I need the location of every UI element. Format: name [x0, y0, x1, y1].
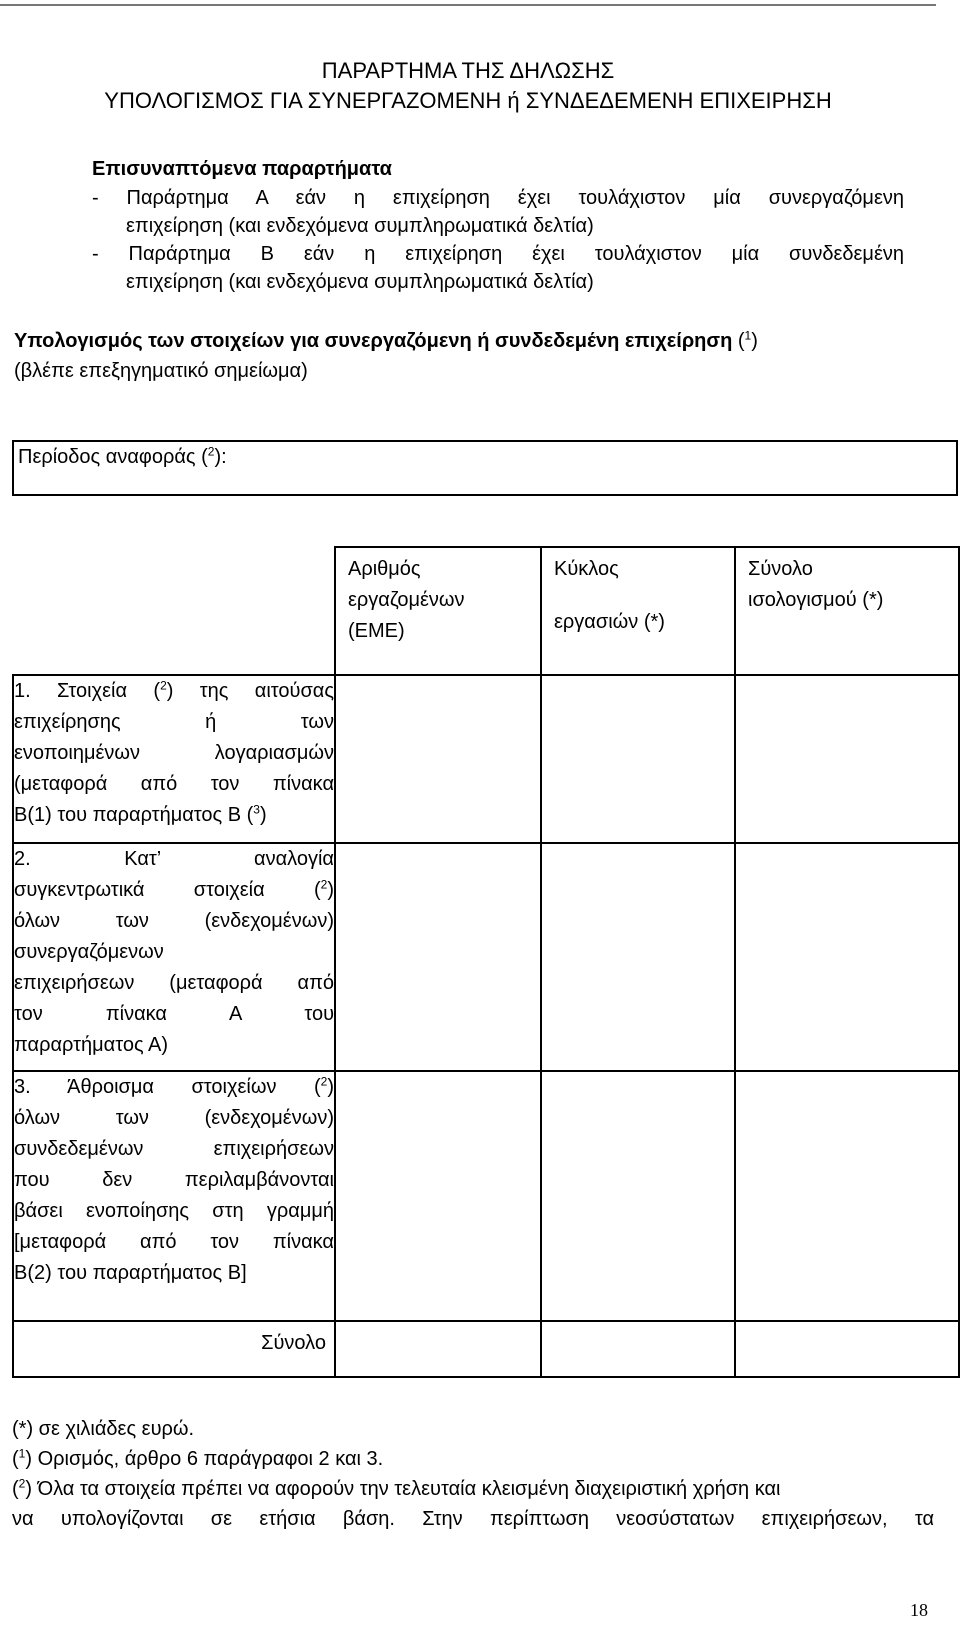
- reference-period-field[interactable]: [12, 440, 958, 496]
- row1-employees-input[interactable]: [335, 675, 541, 843]
- row2-turnover-input[interactable]: [541, 843, 735, 1071]
- header-balance: Σύνολο ισολογισμού (*): [735, 547, 959, 675]
- row1-balance-input[interactable]: [735, 675, 959, 843]
- attachment-a-line2: επιχείρηση (και ενδεχόμενα συμπληρωματικά δελτία): [126, 215, 594, 237]
- page-subtitle: ΥΠΟΛΟΓΙΣΜΟΣ ΓΙΑ ΣΥΝΕΡΓΑΖΟΜΕΝΗ ή ΣΥΝΔΕΔΕΜΕΝΗ ΕΠΙΧΕΙΡΗΣΗ: [104, 88, 832, 113]
- total-balance-input[interactable]: [735, 1321, 959, 1377]
- reference-period-label: Περίοδος αναφοράς ($^2$):: [18, 444, 227, 468]
- calculation-section: [14, 326, 904, 386]
- footnote-2-continued: να υπολογίζονται σε ετήσια βάση. Στην περίπτωση νεοσύστατων επιχειρήσεων, τα: [12, 1508, 934, 1530]
- footnote-1: ($^1$) Ορισμός, άρθρο 6 παράγραφοι 2 και 3.: [12, 1446, 384, 1470]
- attachments-list: [92, 184, 904, 296]
- top-rule: [0, 4, 936, 6]
- header-turnover: Κύκλος εργασιών (*): [541, 547, 735, 675]
- row1-label: 1. Στοιχεία ($^2$) της αιτούσας επιχείρησης ή των ενοποιημένων λογαριασμών (μεταφορά από τον πίνακα Β(1) του παραρτήματος Β ($^3$): [13, 675, 335, 843]
- table-total-row: [13, 1321, 959, 1377]
- header-empty-cell: [13, 547, 335, 675]
- page-number: 18: [910, 1600, 928, 1620]
- attachment-b-line2: επιχείρηση (και ενδεχόμενα συμπληρωματικά δελτία): [126, 271, 594, 293]
- row3-employees-input[interactable]: [335, 1071, 541, 1321]
- attachment-a-line1: - Παράρτημα Α εάν η επιχείρηση έχει τουλάχιστον μία συνεργαζόμενη: [92, 187, 904, 209]
- footnote-2: ($^2$) Όλα τα στοιχεία πρέπει να αφορούν την τελευταία κλεισμένη διαχειριστική χρήση και: [12, 1476, 781, 1500]
- footnote-currency: (*) σε χιλιάδες ευρώ.: [12, 1418, 195, 1440]
- page-title: ΠΑΡΑΡΤΗΜΑ ΤΗΣ ΔΗΛΩΣΗΣ: [321, 58, 615, 83]
- attachment-b-line1: - Παράρτημα Β εάν η επιχείρηση έχει τουλάχιστον μία συνδεδεμένη: [92, 243, 904, 265]
- table-header-row: [13, 547, 959, 675]
- calculation-heading: Υπολογισμός των στοιχείων για συνεργαζόμενη ή συνδεδεμένη επιχείρηση ($^1$): [14, 328, 758, 352]
- attachments-heading: Επισυναπτόμενα παραρτήματα: [92, 158, 392, 180]
- table-row: [13, 1071, 959, 1321]
- row3-turnover-input[interactable]: [541, 1071, 735, 1321]
- calculation-subheading: (βλέπε επεξηγηματικό σημείωμα): [14, 360, 308, 382]
- header-employees: Αριθμός εργαζομένων (ΕΜΕ): [335, 547, 541, 675]
- row2-label: 2. Κατ’ αναλογία συγκεντρωτικά στοιχεία ($^2$) όλων των (ενδεχομένων) συνεργαζόμενων επιχειρήσεων (μεταφορά από τον πίνακα Α του παραρτήματος Α): [13, 843, 335, 1071]
- row3-label: 3. Άθροισμα στοιχείων ($^2$) όλων των (ενδεχομένων) συνδεδεμένων επιχειρήσεων που δεν περιλαμβάνονται βάσει ενοποίησης στη γραμμή [μεταφορά από τον πίνακα Β(2) του παραρτήματος Β]: [13, 1071, 335, 1321]
- row2-employees-input[interactable]: [335, 843, 541, 1071]
- total-employees-input[interactable]: [335, 1321, 541, 1377]
- footnotes: [12, 1414, 934, 1534]
- row2-balance-input[interactable]: [735, 843, 959, 1071]
- table-row: [13, 675, 959, 843]
- row3-balance-input[interactable]: [735, 1071, 959, 1321]
- total-label: Σύνολο: [13, 1321, 335, 1377]
- data-table: [12, 546, 960, 1378]
- total-turnover-input[interactable]: [541, 1321, 735, 1377]
- row1-turnover-input[interactable]: [541, 675, 735, 843]
- table-row: [13, 843, 959, 1071]
